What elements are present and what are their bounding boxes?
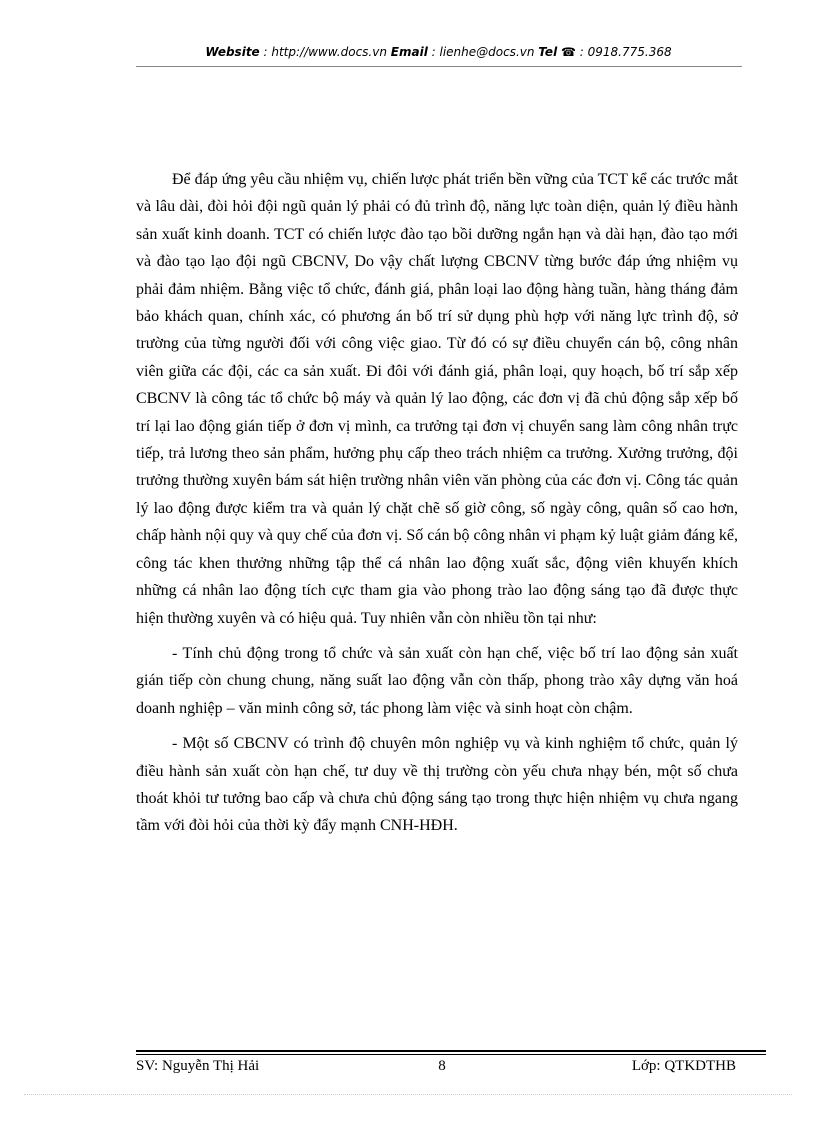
- tel-label: Tel: [538, 45, 558, 59]
- email-link[interactable]: lienhe@docs.vn: [439, 45, 535, 59]
- tel-separator: :: [575, 45, 588, 59]
- page-header: [136, 45, 741, 59]
- footer-class: Lớp: QTKDTHB: [631, 1058, 736, 1074]
- email-separator: :: [427, 45, 440, 59]
- website-link[interactable]: http://www.docs.vn: [271, 45, 387, 59]
- page-number: 8: [438, 1058, 446, 1074]
- tel-value: 0918.775.368: [587, 45, 672, 59]
- paragraph-1: Để đáp ứng yêu cầu nhiệm vụ, chiến lược phát triển bền vững của TCT kể các trước mắt và lâu dài, đòi hỏi đội ngũ quản lý phải có đủ trình độ, năng lực toàn diện, quản lý điều hành sản xuất kinh doanh. TCT có chiến lược đào tạo bồi dưỡng ngắn hạn và dài hạn, đào tạo mới và đào tạo lạo đội ngũ CBCNV, Do vậy chất lượng CBCNV từng bước đáp ứng nhiệm vụ phải đảm nhiệm. Bằng việc tổ chức, đánh giá, phân loại lao động hàng tuần, hàng tháng đảm bảo khách quan, chính xác, có phương án bố trí sử dụng phù hợp với năng lực trình độ, sở trường của từng người đối với công việc giao. Từ đó có sự điều chuyển cán bộ, công nhân viên giữa các đội, các ca sản xuất. Đi đôi với đánh giá, phân loại, quy hoạch, bố trí sắp xếp CBCNV là công tác tổ chức bộ máy và quản lý lao động, các đơn vị đã chủ động sắp xếp bố trí lại lao động gián tiếp ở đơn vị mình, ca trưởng tại đơn vị chuyển sang làm công nhân trực tiếp, trả lương theo sản phẩm, hưởng phụ cấp theo trách nhiệm ca trưởng. Xưởng trưởng, đội trưởng thường xuyên bám sát hiện trường nhân viên văn phòng của các đơn vị. Công tác quản lý lao động được kiểm tra và quản lý chặt chẽ số giờ công, số ngày công, quân số cao hơn, chấp hành nội quy và quy chế của đơn vị. Số cán bộ công nhân vi phạm kỷ luật giảm đáng kể, công tác khen thưởng những tập thể cá nhân lao động xuất sắc, động viên khuyến khích những cá nhân lao động tích cực tham gia vào phong trào lao động sáng tạo đã được thực hiện thường xuyên và có hiệu quả. Tuy nhiên vẫn còn nhiều tồn tại như:: [136, 171, 738, 627]
- footer-divider-thin: [136, 1054, 766, 1055]
- paragraph-2: - Tính chủ động trong tổ chức và sản xuất còn hạn chế, việc bố trí lao động sản xuất gián tiếp còn chung chung, năng suất lao động vẫn còn thấp, phong trào xây dựng văn hoá doanh nghiệp – văn minh công sở, tác phong làm việc và sinh hoạt còn chậm.: [136, 644, 738, 717]
- website-label: Website: [205, 45, 260, 59]
- document-body: [136, 166, 738, 848]
- paragraph-3: - Một số CBCNV có trình độ chuyên môn nghiệp vụ và kinh nghiệm tổ chức, quản lý điều hành sản xuất còn hạn chế, tư duy về thị trường còn yếu chưa nhạy bén, một số chưa thoát khỏi tư tưởng bao cấp và chưa chủ động sáng tạo trong thực hiện nhiệm vụ chưa ngang tầm với đòi hỏi của thời kỳ đẩy mạnh CNH-HĐH.: [136, 735, 738, 835]
- email-label: Email: [390, 45, 428, 59]
- footer-student: SV: Nguyễn Thị Hải: [136, 1058, 260, 1074]
- page-edge-divider: [24, 1094, 792, 1095]
- phone-icon: ☎: [561, 45, 576, 59]
- footer-divider-thick: [136, 1050, 766, 1052]
- header-divider: [136, 66, 742, 67]
- page-footer: [136, 1056, 738, 1078]
- website-separator: :: [259, 45, 272, 59]
